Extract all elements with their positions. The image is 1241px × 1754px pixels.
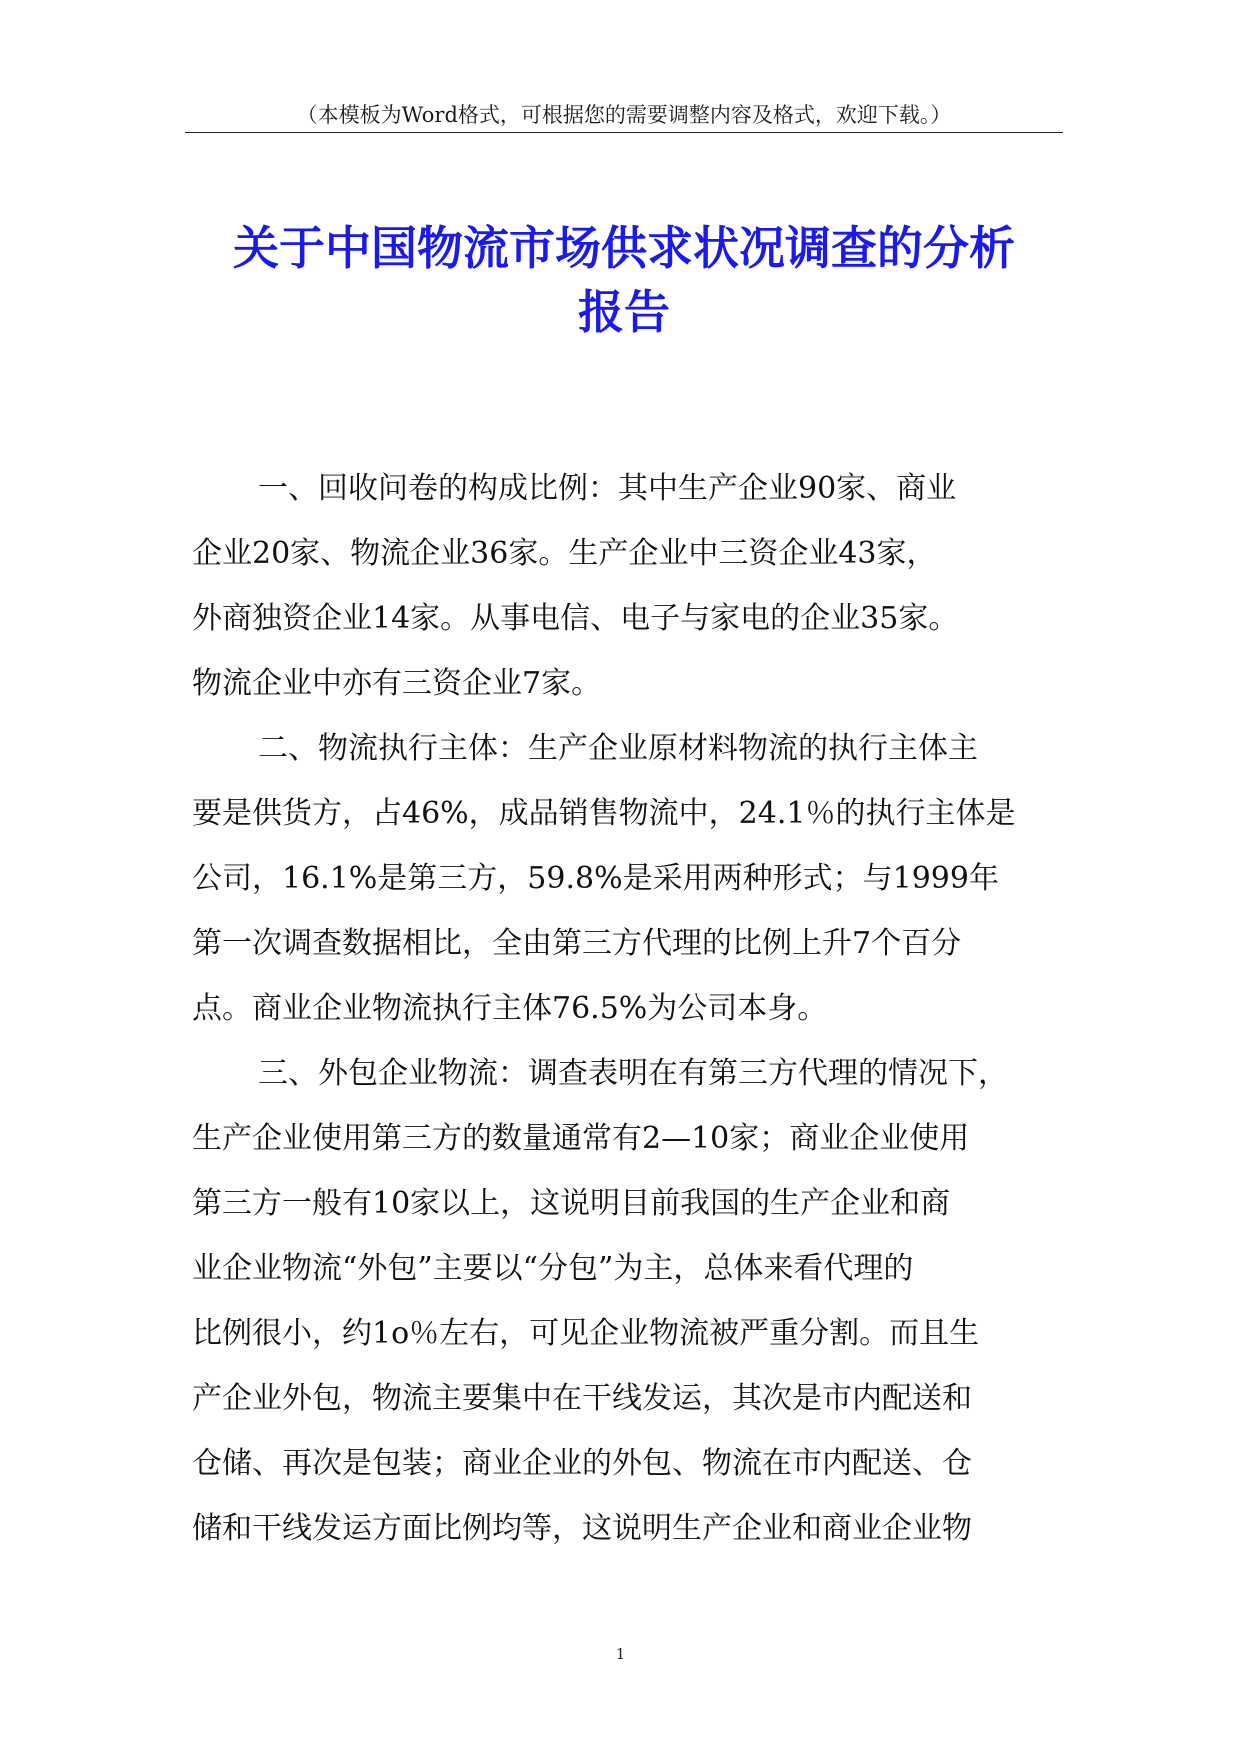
title-line-2: 报告 — [578, 285, 670, 339]
header-divider — [185, 132, 1063, 133]
document-body — [192, 456, 1072, 1561]
text-line: 仓储、再次是包装；商业企业的外包、物流在市内配送、仓 — [192, 1446, 972, 1481]
text-line: 比例很小，约1o％左右，可见企业物流被严重分割。而且生 — [192, 1316, 980, 1351]
text-line: 生产企业使用第三方的数量通常有2—10家；商业企业使用 — [192, 1121, 970, 1156]
paragraph-composition — [192, 456, 1072, 716]
text-line: 第一次调查数据相比，全由第三方代理的比例上升7个百分 — [192, 926, 962, 961]
text-line: 点。商业企业物流执行主体76.5%为公司本身。 — [192, 991, 828, 1026]
text-line: 公司，16.1%是第三方，59.8%是采用两种形式；与1999年 — [192, 861, 999, 896]
paragraph-execution-subject — [192, 716, 1072, 1041]
template-note: （本模板为Word格式，可根据您的需要调整内容及格式，欢迎下载。） — [296, 103, 952, 127]
text-line: 物流企业中亦有三资企业7家。 — [192, 666, 602, 701]
text-line: 一、回收问卷的构成比例：其中生产企业90家、商业 — [258, 471, 957, 506]
page-number: 1 — [615, 1645, 626, 1663]
text-line: 产企业外包，物流主要集中在干线发运，其次是市内配送和 — [192, 1381, 972, 1416]
document-title — [185, 216, 1063, 344]
text-line: 二、物流执行主体：生产企业原材料物流的执行主体主 — [258, 731, 978, 766]
title-line-1: 关于中国物流市场供求状况调查的分析 — [233, 221, 1015, 275]
text-line: 三、外包企业物流：调查表明在有第三方代理的情况下， — [258, 1056, 1008, 1091]
text-line: 外商独资企业14家。从事电信、电子与家电的企业35家。 — [192, 601, 959, 636]
text-line: 业企业物流“外包”主要以“分包”为主，总体来看代理的 — [192, 1251, 914, 1286]
text-line: 储和干线发运方面比例均等，这说明生产企业和商业企业物 — [192, 1511, 972, 1546]
text-line: 企业20家、物流企业36家。生产企业中三资企业43家， — [192, 536, 937, 571]
paragraph-outsourcing — [192, 1041, 1072, 1561]
text-line: 要是供货方，占46%，成品销售物流中，24.1％的执行主体是 — [192, 796, 1016, 831]
text-line: 第三方一般有10家以上，这说明目前我国的生产企业和商 — [192, 1186, 951, 1221]
